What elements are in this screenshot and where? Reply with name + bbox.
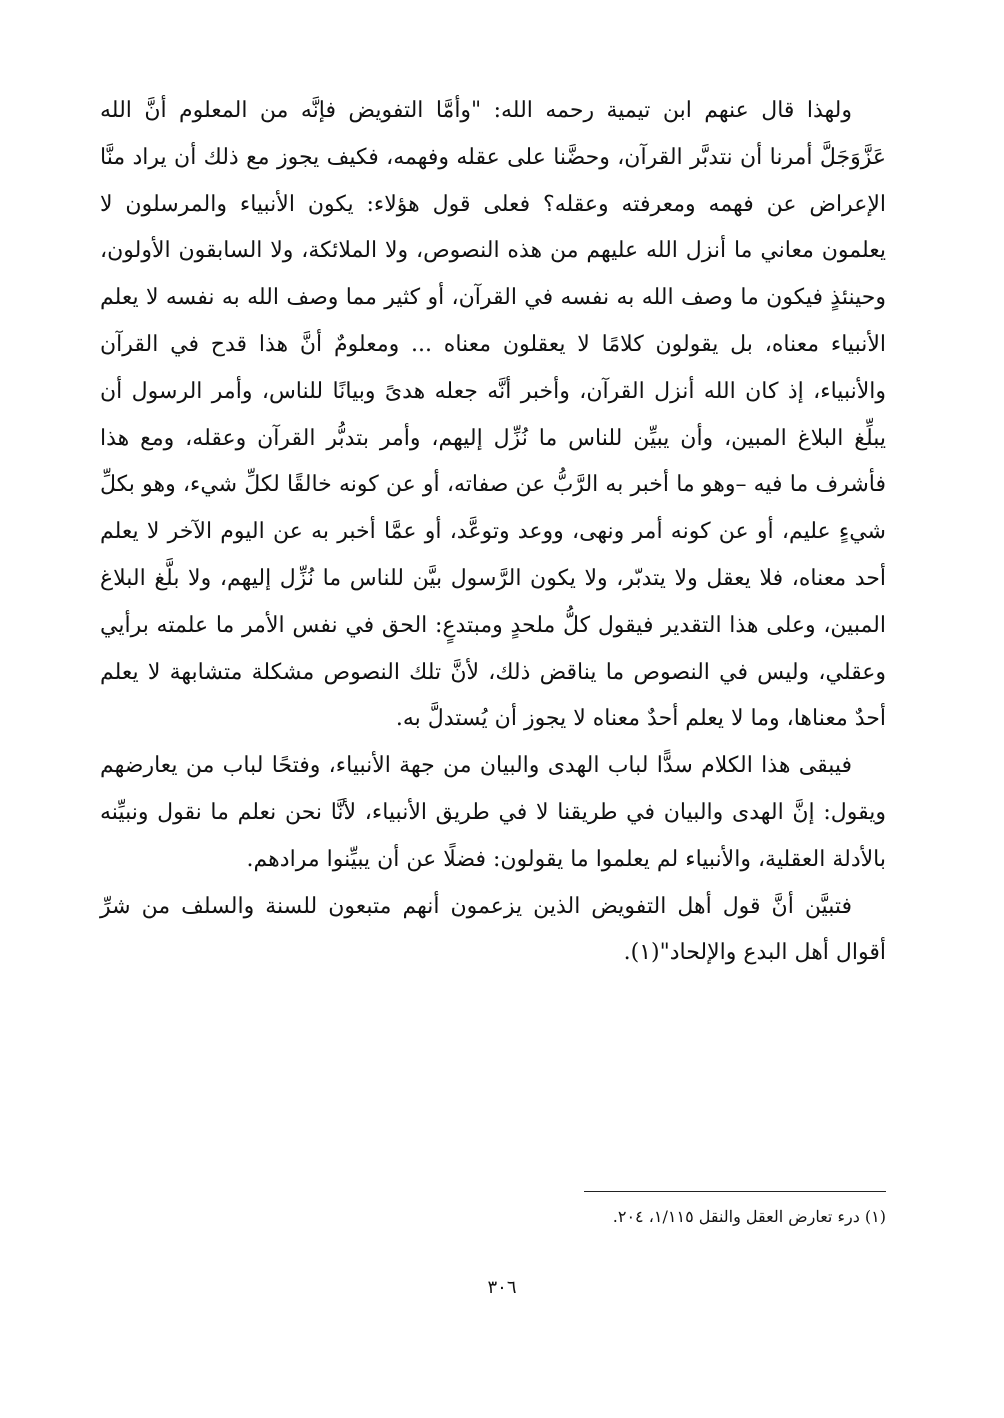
main-text	[100, 88, 886, 977]
paragraph-2: فيبقى هذا الكلام سدًّا لباب الهدى والبيان من جهة الأنبياء، وفتحًا لباب من يعارضهم ويقول: إنَّ الهدى والبيان في طريقنا لا في طريق الأنبياء، لأنَّا نحن نعلم ما نقول ونبيِّنه بالأدلة العقلية، والأنبياء لم يعلموا ما يقولون: فضلًا عن أن يبيِّنوا مرادهم.	[100, 753, 886, 872]
page-number: ٣٠٦	[487, 1277, 517, 1298]
paragraph-1: ولهذا قال عنهم ابن تيمية رحمه الله: "وأمَّا التفويض فإنَّه من المعلوم أنَّ الله عَزَّوَجَلَّ أمرنا أن نتدبَّر القرآن، وحضَّنا على عقله وفهمه، فكيف يجوز مع ذلك أن يراد منَّا الإعراض عن فهمه ومعرفته وعقله؟ فعلى قول هؤلاء: يكون الأنبياء والمرسلون لا يعلمون معاني ما أنزل الله عليهم من هذه النصوص، ولا الملائكة، ولا السابقون الأولون، وحينئذٍ فيكون ما وصف الله به نفسه في القرآن، أو كثير مما وصف الله به نفسه لا يعلم الأنبياء معناه، بل يقولون كلامًا لا يعقلون معناه ... ومعلومٌ أنَّ هذا قدح في القرآن والأنبياء، إذ كان الله أنزل القرآن، وأخبر أنَّه جعله هدىً وبيانًا للناس، وأمر الرسول أن يبلِّغ البلاغ المبين، وأن يبيِّن للناس ما نُزِّل إليهم، وأمر بتدبُّر القرآن وعقله، ومع هذا فأشرف ما فيه –وهو ما أخبر به الرَّبُّ عن صفاته، أو عن كونه خالقًا لكلِّ شيء، وهو بكلِّ شيءٍ عليم، أو عن كونه أمر ونهى، ووعد وتوعَّد، أو عمَّا أخبر به عن اليوم الآخر لا يعلم أحد معناه، فلا يعقل ولا يتدبّر، ولا يكون الرَّسول بيَّن للناس ما نُزِّل إليهم، ولا بلَّغ البلاغ المبين، وعلى هذا التقدير فيقول كلُّ ملحدٍ ومبتدعٍ: الحق في نفس الأمر ما علمته برأيي وعقلي، وليس في النصوص ما يناقض ذلك، لأنَّ تلك النصوص مشكلة متشابهة لا يعلم أحدٌ معناها، وما لا يعلم أحدٌ معناه لا يجوز أن يُستدلَّ به.	[100, 98, 886, 732]
footnote-separator	[584, 1191, 886, 1192]
footnote: (١) درء تعارض العقل والنقل ١/١١٥، ٢٠٤.	[612, 1207, 886, 1226]
paragraph-3: فتبيَّن أنَّ قول أهل التفويض الذين يزعمون أنهم متبعون للسنة والسلف من شرِّ أقوال أهل البدع والإلحاد"(١).	[100, 893, 886, 966]
